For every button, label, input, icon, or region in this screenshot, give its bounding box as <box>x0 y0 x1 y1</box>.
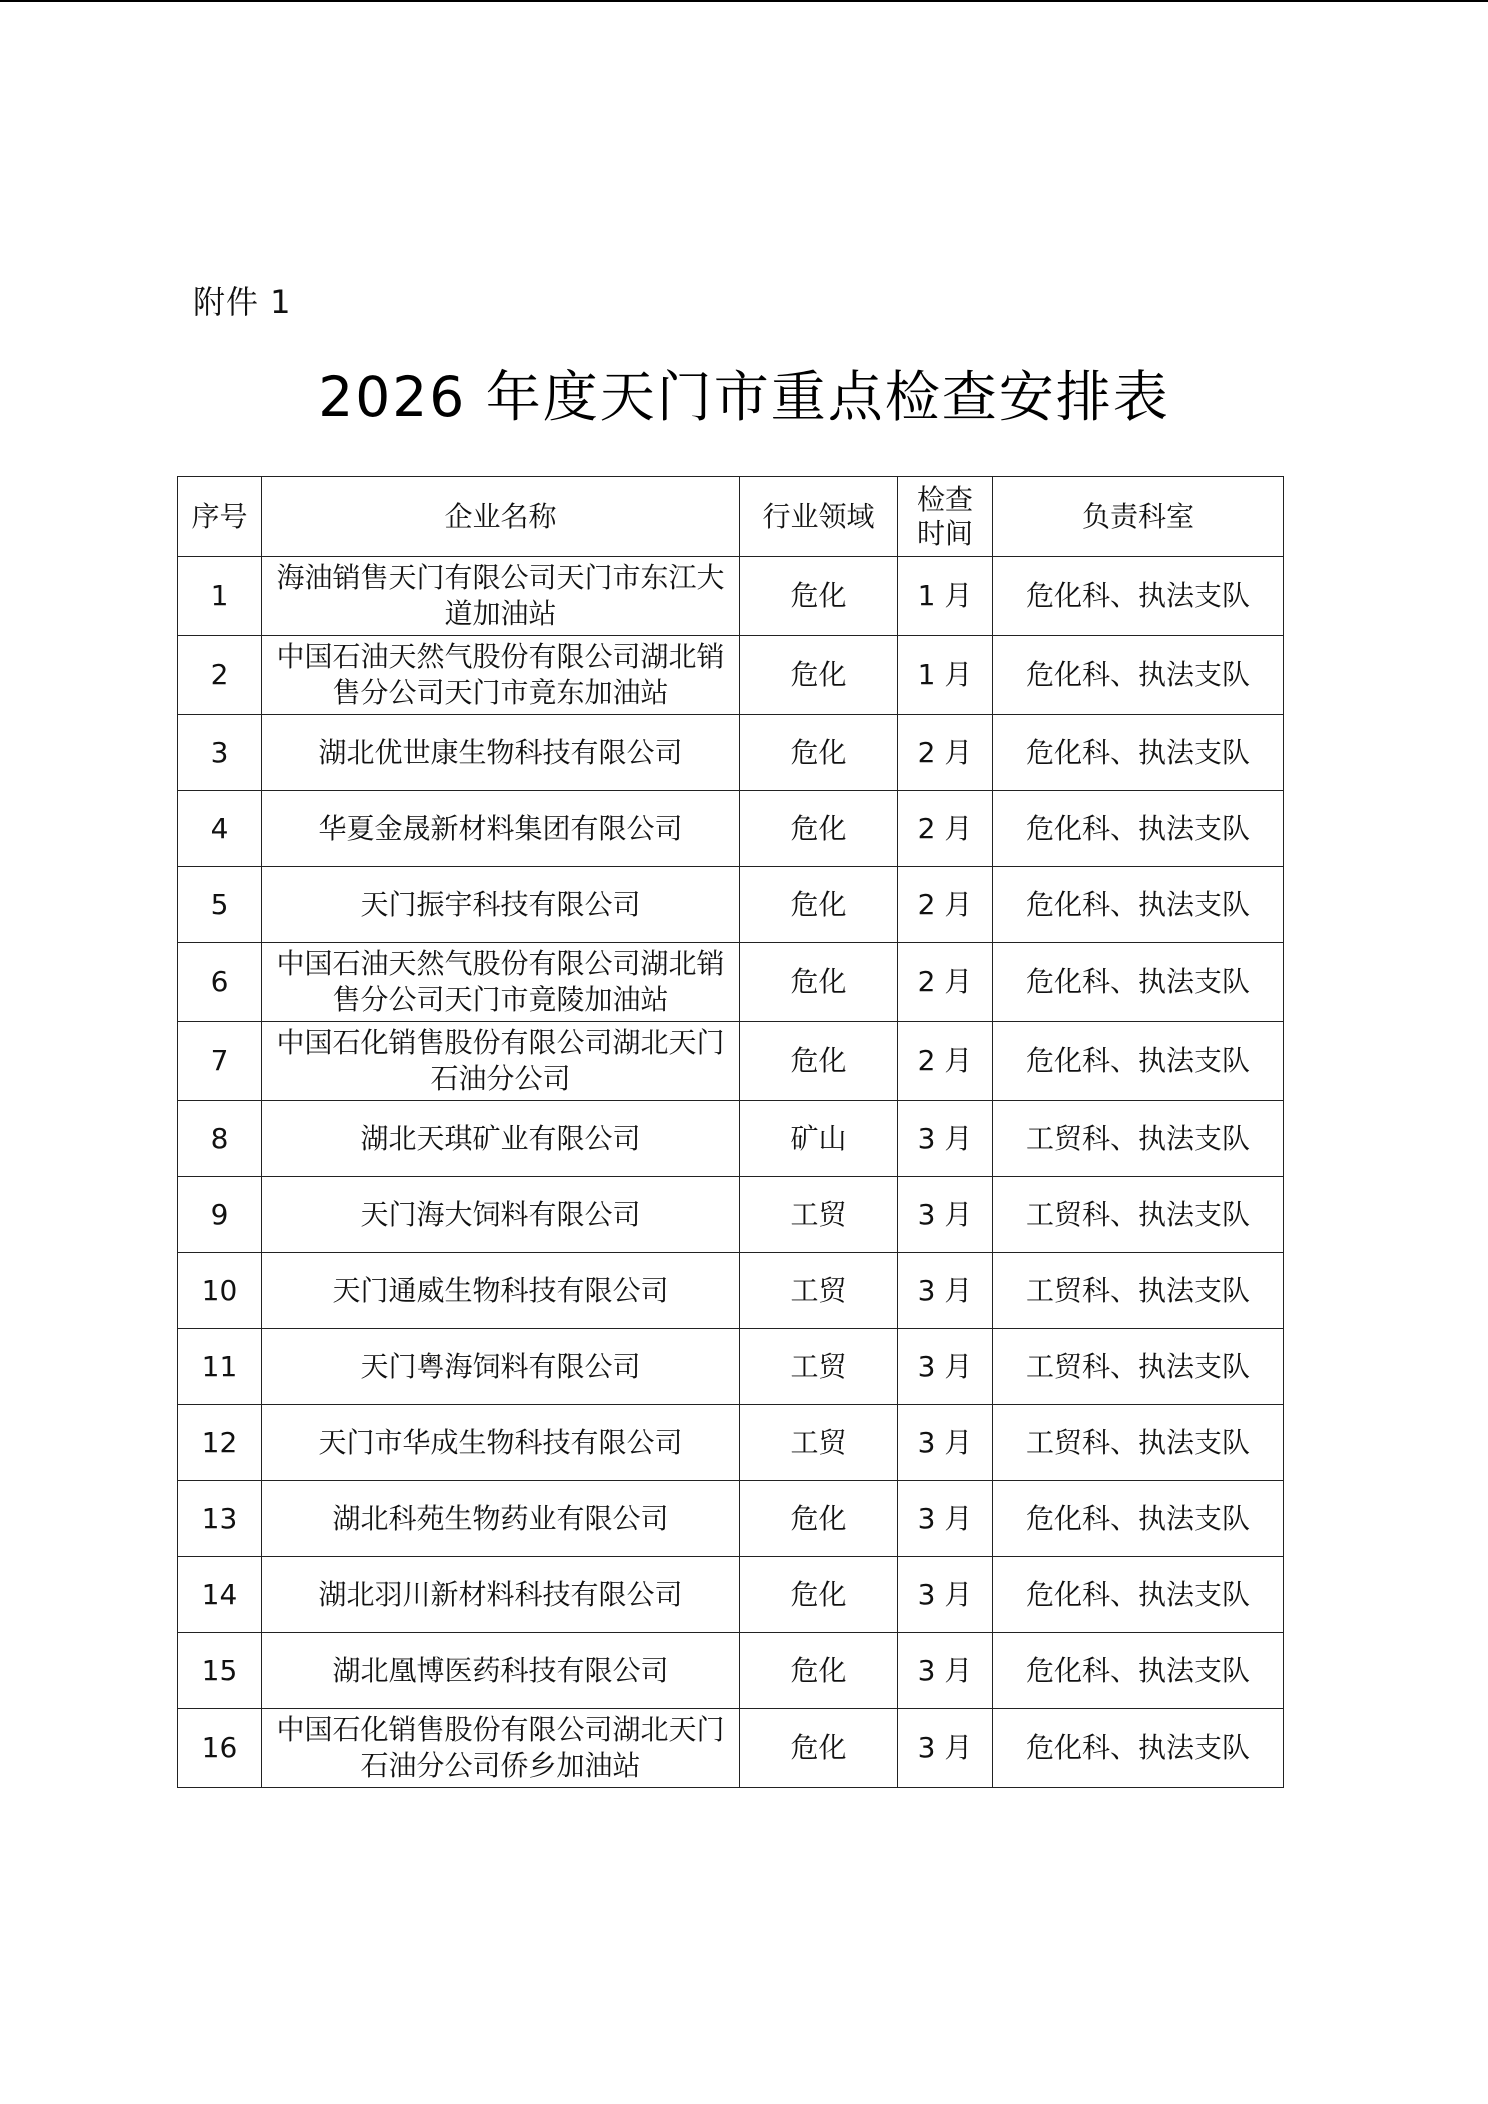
cell-company-name: 湖北优世康生物科技有限公司 <box>262 715 740 791</box>
cell-inspection-time: 3 月 <box>898 1405 993 1481</box>
cell-inspection-time: 2 月 <box>898 715 993 791</box>
cell-company-name: 天门市华成生物科技有限公司 <box>262 1405 740 1481</box>
cell-industry-field: 工贸 <box>740 1253 898 1329</box>
cell-company-name: 海油销售天门有限公司天门市东江大道加油站 <box>262 557 740 636</box>
cell-inspection-time: 3 月 <box>898 1709 993 1788</box>
cell-industry-field: 危化 <box>740 1022 898 1101</box>
cell-inspection-time: 3 月 <box>898 1329 993 1405</box>
cell-company-name: 天门粤海饲料有限公司 <box>262 1329 740 1405</box>
table-row <box>178 1405 1284 1481</box>
cell-inspection-time: 3 月 <box>898 1253 993 1329</box>
table-row <box>178 791 1284 867</box>
cell-industry-field: 矿山 <box>740 1101 898 1177</box>
cell-responsible-department: 危化科、执法支队 <box>993 791 1284 867</box>
cell-responsible-department: 工贸科、执法支队 <box>993 1177 1284 1253</box>
cell-serial-number: 3 <box>178 715 262 791</box>
cell-company-name: 中国石油天然气股份有限公司湖北销售分公司天门市竟陵加油站 <box>262 943 740 1022</box>
table-row <box>178 1709 1284 1788</box>
cell-industry-field: 危化 <box>740 867 898 943</box>
table-row <box>178 943 1284 1022</box>
cell-inspection-time: 2 月 <box>898 867 993 943</box>
table-row <box>178 1022 1284 1101</box>
cell-serial-number: 12 <box>178 1405 262 1481</box>
cell-inspection-time: 3 月 <box>898 1633 993 1709</box>
attachment-label: 附件 1 <box>193 283 292 321</box>
cell-responsible-department: 工贸科、执法支队 <box>993 1405 1284 1481</box>
cell-industry-field: 工贸 <box>740 1329 898 1405</box>
cell-company-name: 天门海大饲料有限公司 <box>262 1177 740 1253</box>
page-top-border <box>0 0 1488 2</box>
cell-serial-number: 4 <box>178 791 262 867</box>
cell-company-name: 湖北天琪矿业有限公司 <box>262 1101 740 1177</box>
cell-inspection-time: 2 月 <box>898 1022 993 1101</box>
table-row <box>178 1253 1284 1329</box>
table-row <box>178 867 1284 943</box>
cell-industry-field: 危化 <box>740 1709 898 1788</box>
cell-responsible-department: 危化科、执法支队 <box>993 1633 1284 1709</box>
cell-serial-number: 14 <box>178 1557 262 1633</box>
cell-responsible-department: 危化科、执法支队 <box>993 943 1284 1022</box>
cell-responsible-department: 危化科、执法支队 <box>993 1709 1284 1788</box>
cell-serial-number: 2 <box>178 636 262 715</box>
cell-serial-number: 10 <box>178 1253 262 1329</box>
cell-inspection-time: 1 月 <box>898 636 993 715</box>
inspection-schedule-table <box>177 476 1284 1788</box>
cell-responsible-department: 工贸科、执法支队 <box>993 1329 1284 1405</box>
cell-inspection-time: 3 月 <box>898 1557 993 1633</box>
cell-serial-number: 7 <box>178 1022 262 1101</box>
cell-inspection-time: 3 月 <box>898 1481 993 1557</box>
cell-industry-field: 工贸 <box>740 1177 898 1253</box>
cell-responsible-department: 工贸科、执法支队 <box>993 1101 1284 1177</box>
table-row <box>178 1329 1284 1405</box>
cell-responsible-department: 危化科、执法支队 <box>993 867 1284 943</box>
table-row <box>178 715 1284 791</box>
header-responsible-department: 负责科室 <box>993 477 1284 557</box>
cell-inspection-time: 3 月 <box>898 1177 993 1253</box>
cell-industry-field: 危化 <box>740 943 898 1022</box>
cell-responsible-department: 危化科、执法支队 <box>993 557 1284 636</box>
cell-industry-field: 危化 <box>740 1633 898 1709</box>
cell-serial-number: 6 <box>178 943 262 1022</box>
cell-company-name: 天门振宇科技有限公司 <box>262 867 740 943</box>
cell-company-name: 湖北凰博医药科技有限公司 <box>262 1633 740 1709</box>
cell-responsible-department: 危化科、执法支队 <box>993 715 1284 791</box>
cell-serial-number: 11 <box>178 1329 262 1405</box>
cell-company-name: 中国石化销售股份有限公司湖北天门石油分公司 <box>262 1022 740 1101</box>
cell-company-name: 华夏金晟新材料集团有限公司 <box>262 791 740 867</box>
cell-responsible-department: 危化科、执法支队 <box>993 1557 1284 1633</box>
cell-responsible-department: 危化科、执法支队 <box>993 636 1284 715</box>
table-row <box>178 1633 1284 1709</box>
document-title: 2026 年度天门市重点检查安排表 <box>318 365 1170 429</box>
table-row <box>178 1481 1284 1557</box>
cell-company-name: 湖北科苑生物药业有限公司 <box>262 1481 740 1557</box>
cell-responsible-department: 工贸科、执法支队 <box>993 1253 1284 1329</box>
cell-industry-field: 危化 <box>740 636 898 715</box>
cell-serial-number: 5 <box>178 867 262 943</box>
header-inspection-time: 检查时间 <box>898 477 993 557</box>
cell-responsible-department: 危化科、执法支队 <box>993 1022 1284 1101</box>
header-serial-number: 序号 <box>178 477 262 557</box>
cell-serial-number: 9 <box>178 1177 262 1253</box>
cell-inspection-time: 2 月 <box>898 791 993 867</box>
cell-serial-number: 8 <box>178 1101 262 1177</box>
table-row <box>178 1177 1284 1253</box>
header-company-name: 企业名称 <box>262 477 740 557</box>
cell-industry-field: 危化 <box>740 557 898 636</box>
cell-company-name: 湖北羽川新材料科技有限公司 <box>262 1557 740 1633</box>
cell-industry-field: 危化 <box>740 1481 898 1557</box>
table-header-row <box>178 477 1284 557</box>
cell-inspection-time: 1 月 <box>898 557 993 636</box>
cell-serial-number: 1 <box>178 557 262 636</box>
cell-industry-field: 危化 <box>740 791 898 867</box>
cell-company-name: 中国石化销售股份有限公司湖北天门石油分公司侨乡加油站 <box>262 1709 740 1788</box>
cell-responsible-department: 危化科、执法支队 <box>993 1481 1284 1557</box>
table-row <box>178 557 1284 636</box>
cell-company-name: 天门通威生物科技有限公司 <box>262 1253 740 1329</box>
table-row <box>178 636 1284 715</box>
table-row <box>178 1101 1284 1177</box>
cell-inspection-time: 3 月 <box>898 1101 993 1177</box>
cell-serial-number: 16 <box>178 1709 262 1788</box>
cell-industry-field: 危化 <box>740 1557 898 1633</box>
cell-company-name: 中国石油天然气股份有限公司湖北销售分公司天门市竟东加油站 <box>262 636 740 715</box>
table-row <box>178 1557 1284 1633</box>
cell-inspection-time: 2 月 <box>898 943 993 1022</box>
header-industry-field: 行业领域 <box>740 477 898 557</box>
cell-serial-number: 15 <box>178 1633 262 1709</box>
cell-industry-field: 工贸 <box>740 1405 898 1481</box>
cell-industry-field: 危化 <box>740 715 898 791</box>
cell-serial-number: 13 <box>178 1481 262 1557</box>
